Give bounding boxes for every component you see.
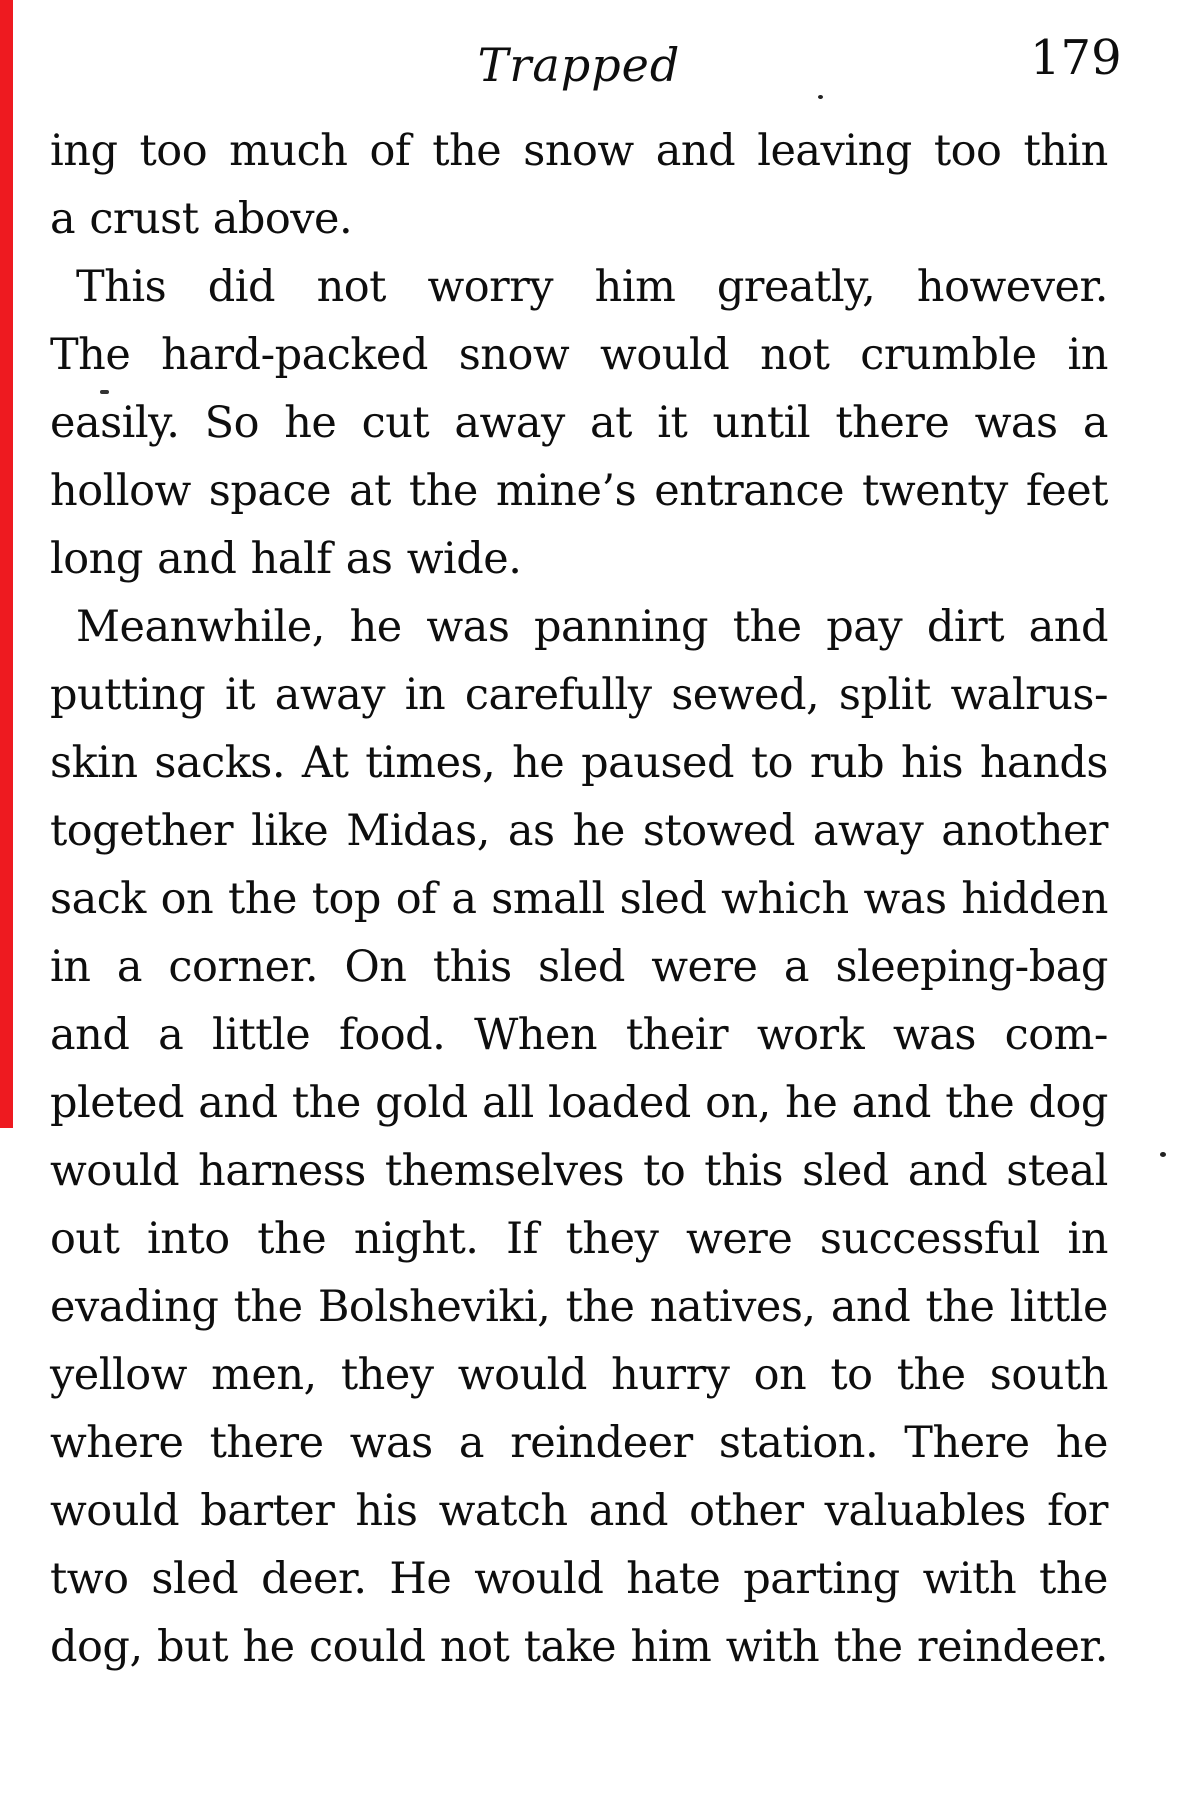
text-line: ing too much of the snow and leaving too thin bbox=[50, 126, 1108, 176]
text-line: pleted and the gold all loaded on, he and the dog bbox=[50, 1078, 1108, 1128]
page-number: 179 bbox=[1030, 30, 1122, 86]
text-line: Meanwhile, he was panning the pay dirt and bbox=[76, 602, 1108, 652]
text-line: where there was a reindeer station. There he bbox=[50, 1418, 1108, 1468]
text-line: and a little food. When their work was com- bbox=[50, 1010, 1108, 1060]
text-line: in a corner. On this sled were a sleeping-bag bbox=[50, 942, 1108, 992]
text-line: The hard-packed snow would not crumble in bbox=[50, 330, 1108, 380]
text-line: a crust above. bbox=[50, 194, 353, 244]
text-line: yellow men, they would hurry on to the south bbox=[50, 1350, 1108, 1400]
body-text bbox=[50, 126, 1108, 1690]
text-line: would barter his watch and other valuables for bbox=[50, 1486, 1108, 1536]
text-line: two sled deer. He would hate parting with the bbox=[50, 1554, 1108, 1604]
text-line: easily. So he cut away at it until there was a bbox=[50, 398, 1108, 448]
scan-speck bbox=[1160, 1152, 1166, 1157]
scan-speck bbox=[818, 95, 823, 99]
running-head-title: Trapped bbox=[477, 38, 681, 92]
text-line: evading the Bolsheviki, the natives, and the little bbox=[50, 1282, 1108, 1332]
scan-speck bbox=[100, 390, 109, 394]
scan-edge-stripe bbox=[0, 0, 13, 1128]
text-line: This did not worry him greatly, however. bbox=[76, 262, 1108, 312]
text-line: long and half as wide. bbox=[50, 534, 522, 584]
text-line: sack on the top of a small sled which was hidden bbox=[50, 874, 1108, 924]
text-line: out into the night. If they were successful in bbox=[50, 1214, 1108, 1264]
text-line: would harness themselves to this sled and steal bbox=[50, 1146, 1108, 1196]
text-line: dog, but he could not take him with the reindeer. bbox=[50, 1622, 1108, 1672]
text-line: hollow space at the mine’s entrance twenty feet bbox=[50, 466, 1108, 516]
text-line: putting it away in carefully sewed, split walrus- bbox=[50, 670, 1108, 720]
text-line: skin sacks. At times, he paused to rub his hands bbox=[50, 738, 1108, 788]
text-line: together like Midas, as he stowed away another bbox=[50, 806, 1108, 856]
